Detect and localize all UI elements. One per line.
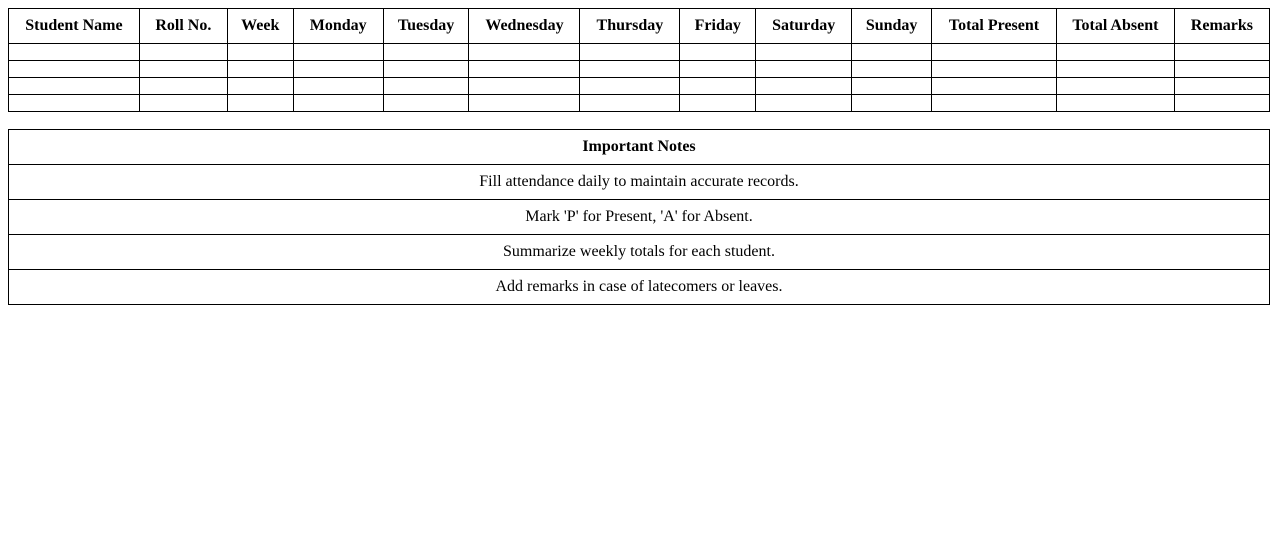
note-row: [9, 270, 1270, 305]
empty-cell: [1056, 61, 1174, 78]
attendance-empty-row: [9, 61, 1270, 78]
empty-cell: [139, 61, 227, 78]
note-item: Summarize weekly totals for each student.: [9, 235, 1270, 270]
empty-cell: [756, 78, 852, 95]
note-item: Add remarks in case of latecomers or leaves.: [9, 270, 1270, 305]
header-cell-friday: Friday: [680, 9, 756, 44]
empty-cell: [469, 44, 580, 61]
empty-cell: [580, 95, 680, 112]
empty-cell: [756, 61, 852, 78]
header-cell-total-absent: Total Absent: [1056, 9, 1174, 44]
empty-cell: [680, 44, 756, 61]
empty-cell: [469, 78, 580, 95]
empty-cell: [383, 61, 469, 78]
empty-cell: [227, 44, 293, 61]
empty-cell: [1174, 95, 1269, 112]
note-row: [9, 235, 1270, 270]
empty-cell: [469, 95, 580, 112]
empty-cell: [293, 44, 383, 61]
empty-cell: [852, 95, 932, 112]
header-cell-wednesday: Wednesday: [469, 9, 580, 44]
empty-cell: [383, 95, 469, 112]
attendance-empty-row: [9, 78, 1270, 95]
notes-title: Important Notes: [9, 130, 1270, 165]
empty-cell: [293, 78, 383, 95]
attendance-table: [8, 8, 1270, 112]
important-notes-table: [8, 129, 1270, 305]
empty-cell: [293, 61, 383, 78]
header-cell-thursday: Thursday: [580, 9, 680, 44]
empty-cell: [383, 78, 469, 95]
empty-cell: [227, 61, 293, 78]
empty-cell: [932, 95, 1057, 112]
empty-cell: [852, 61, 932, 78]
empty-cell: [680, 78, 756, 95]
header-cell-student-name: Student Name: [9, 9, 140, 44]
empty-cell: [852, 78, 932, 95]
empty-cell: [932, 61, 1057, 78]
header-cell-remarks: Remarks: [1174, 9, 1269, 44]
empty-cell: [139, 95, 227, 112]
header-cell-saturday: Saturday: [756, 9, 852, 44]
empty-cell: [756, 95, 852, 112]
empty-cell: [1174, 61, 1269, 78]
attendance-header-row: [9, 9, 1270, 44]
empty-cell: [293, 95, 383, 112]
empty-cell: [852, 44, 932, 61]
empty-cell: [580, 61, 680, 78]
empty-cell: [932, 78, 1057, 95]
empty-cell: [680, 95, 756, 112]
empty-cell: [932, 44, 1057, 61]
note-row: [9, 200, 1270, 235]
empty-cell: [9, 95, 140, 112]
header-cell-monday: Monday: [293, 9, 383, 44]
empty-cell: [9, 44, 140, 61]
attendance-empty-row: [9, 44, 1270, 61]
header-cell-tuesday: Tuesday: [383, 9, 469, 44]
empty-cell: [9, 78, 140, 95]
note-row: [9, 165, 1270, 200]
note-item: Fill attendance daily to maintain accurate records.: [9, 165, 1270, 200]
empty-cell: [1174, 44, 1269, 61]
notes-title-row: [9, 130, 1270, 165]
empty-cell: [139, 78, 227, 95]
empty-cell: [1056, 95, 1174, 112]
empty-cell: [1056, 44, 1174, 61]
empty-cell: [383, 44, 469, 61]
empty-cell: [580, 78, 680, 95]
attendance-empty-row: [9, 95, 1270, 112]
empty-cell: [1056, 78, 1174, 95]
header-cell-roll-no: Roll No.: [139, 9, 227, 44]
empty-cell: [580, 44, 680, 61]
empty-cell: [680, 61, 756, 78]
empty-cell: [1174, 78, 1269, 95]
empty-cell: [9, 61, 140, 78]
note-item: Mark 'P' for Present, 'A' for Absent.: [9, 200, 1270, 235]
empty-cell: [756, 44, 852, 61]
header-cell-week: Week: [227, 9, 293, 44]
empty-cell: [469, 61, 580, 78]
header-cell-sunday: Sunday: [852, 9, 932, 44]
empty-cell: [139, 44, 227, 61]
header-cell-total-present: Total Present: [932, 9, 1057, 44]
empty-cell: [227, 78, 293, 95]
empty-cell: [227, 95, 293, 112]
